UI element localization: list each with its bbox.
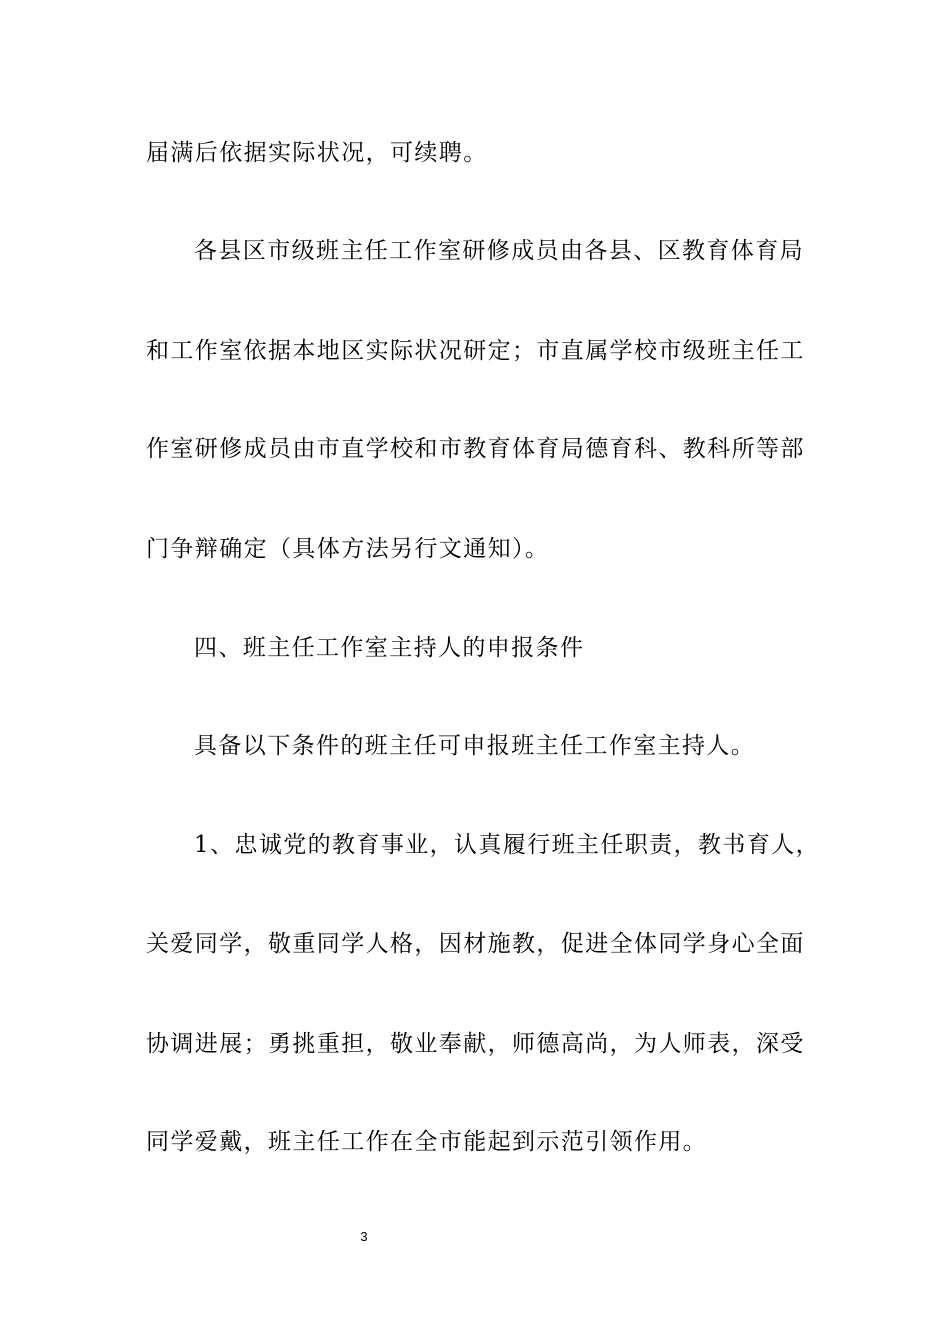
page-number: 3 [360, 1229, 368, 1244]
text-line: 门争辩确定（具体方法另行文通知）。 [146, 536, 550, 562]
text-line: 协调进展；勇挑重担，敬业奉献，师德高尚，为人师表，深受 [146, 1031, 805, 1057]
text-line: 和工作室依据本地区实际状况研定；市直属学校市级班主任工 [146, 338, 805, 364]
list-item-start: 1、忠诚党的教育事业，认真履行班主任职责，教书育人， [194, 832, 821, 858]
text-line: 作室研修成员由市直学校和市教育体育局德育科、教科所等部 [146, 436, 805, 462]
paragraph-start: 各县区市级班主任工作室研修成员由各县、区教育体育局 [194, 238, 804, 264]
text-line: 届满后依据实际状况，可续聘。 [146, 140, 488, 166]
text-line: 同学爱戴，班主任工作在全市能起到示范引领作用。 [146, 1129, 708, 1155]
section-heading: 四、班主任工作室主持人的申报条件 [194, 635, 585, 661]
paragraph-start: 具备以下条件的班主任可申报班主任工作室主持人。 [194, 733, 756, 759]
text-line: 关爱同学，敬重同学人格，因材施教，促进全体同学身心全面 [146, 931, 805, 957]
